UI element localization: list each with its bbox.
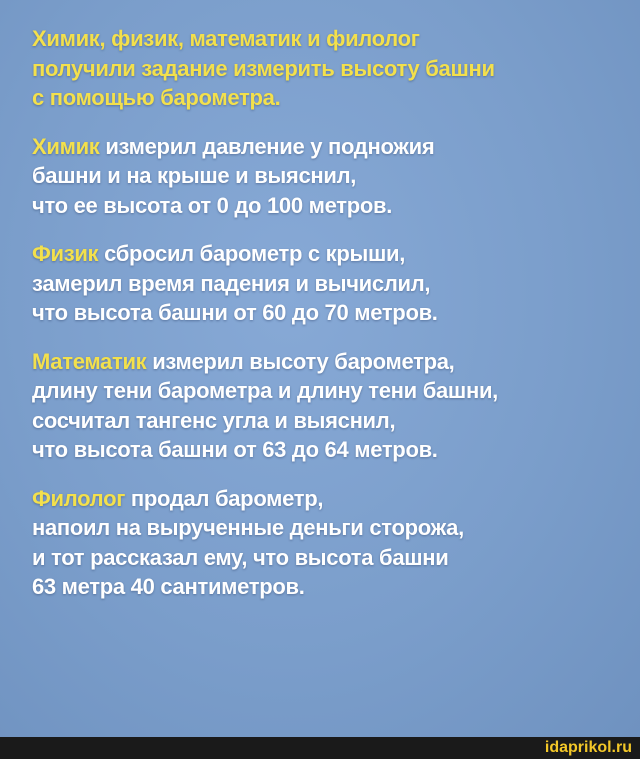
mathematician-paragraph [32,347,622,465]
physicist-paragraph [32,239,622,328]
philologist-line: и тот рассказал ему, что высота башни [32,544,449,570]
intro-paragraph [32,24,622,113]
intro-line: получили задание измерить высоту башни [32,55,495,81]
mathematician-line: длину тени барометра и длину тени башни, [32,378,498,403]
physicist-name: Физик [32,241,99,266]
chemist-line: что ее высота от 0 до 100 метров. [32,192,393,218]
mathematician-line: что высота башни от 63 до 64 метров. [32,437,438,462]
physicist-first-line [32,239,622,269]
mathematician-first-line [32,347,622,377]
philologist-line: напоил на вырученные деньги сторожа, [32,515,464,540]
meme-text [32,24,622,621]
chemist-first-line-text: измерил давление у подножия [99,133,435,159]
intro-line: с помощью барометра. [32,85,281,110]
site-watermark[interactable]: idaprikol.ru [544,739,632,756]
philologist-paragraph [32,484,622,602]
mathematician-first-line-text: измерил высоту барометра, [146,348,455,374]
mathematician-name: Математик [32,348,147,374]
chemist-name: Химик [32,133,100,159]
philologist-name: Филолог [32,485,126,511]
chemist-line: башни и на крыше и выяснил, [32,163,357,188]
chemist-paragraph [32,132,622,221]
footer-bar [0,737,640,759]
chemist-first-line [32,132,622,162]
philologist-line: 63 метра 40 сантиметров. [32,574,305,599]
philologist-first-line [32,484,622,514]
physicist-line: что высота башни от 60 до 70 метров. [32,300,438,325]
intro-line: Химик, физик, математик и филолог [32,26,420,51]
philologist-first-line-text: продал барометр, [125,485,324,511]
mathematician-line: сосчитал тангенс угла и выяснил, [32,407,396,433]
physicist-line: замерил время падения и вычислил, [32,270,431,296]
physicist-first-line-text: сбросил барометр с крыши, [98,241,406,266]
